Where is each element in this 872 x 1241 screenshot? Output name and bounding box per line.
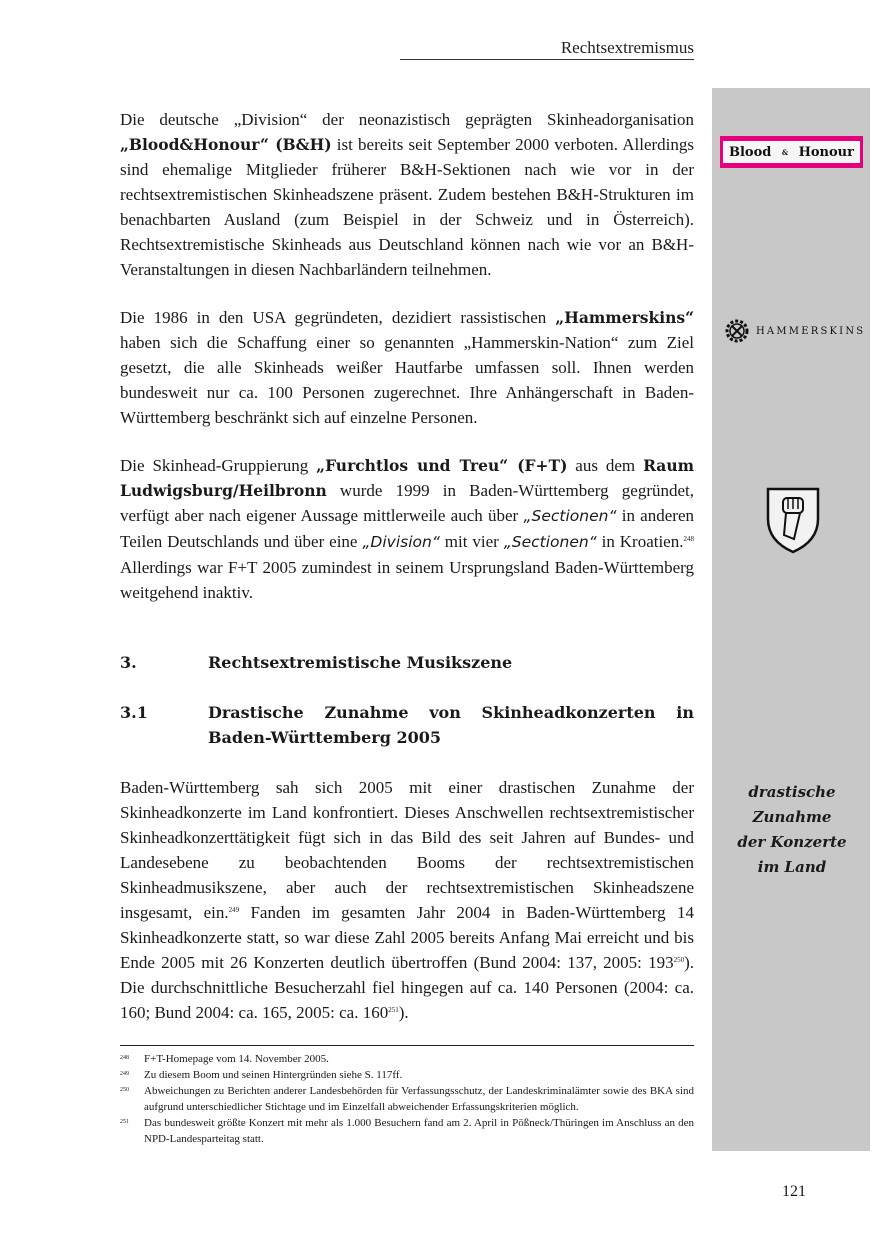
footnote-ref-249: 249 — [228, 906, 240, 914]
footnote-251: 251 Das bundesweit größte Konzert mit mehr als 1.000 Besuchern fand am 2. April in Pößneck/Thüringen im Anschluss an den NPD-Landesparteitag statt. — [120, 1117, 694, 1145]
term-raum-ludwigsburg: Raum Ludwigsburg/Heilbronn — [120, 456, 695, 500]
header-rule — [400, 59, 694, 60]
footnote-248: 248 F+T-Homepage vom 14. November 2005. — [120, 1053, 329, 1065]
logo-amp-text: & — [781, 147, 789, 157]
paragraph-furchtlos-treu: Die Skinhead-Gruppierung „Furchtlos und Treu“ (F+T) aus dem Raum Ludwigsburg/Heilbronn wurde 1999 in Baden-Württemberg gegründet, verfügt aber nach eigener Aussage mittlerweile auch über „Sectionen“ in anderen Teilen Deutschlands und über eine „Division“ mit vier „Sectionen“ in Kroatien.$^{248}$ Allerdings war F+T 2005 zumindest in seinem Ursprungsland Baden-Württemberg weitgehend inaktiv. — [120, 456, 695, 602]
section-heading-3: 3. Rechtsextremistische Musikszene — [120, 653, 513, 672]
hammerskins-logo — [722, 316, 867, 346]
footnote-ref-248: 248 — [683, 535, 694, 543]
logo-blood-text: Blood — [729, 144, 772, 160]
shield-fist-icon — [764, 485, 822, 555]
main-text — [120, 107, 694, 1025]
term-furchtlos-treu: „Furchtlos und Treu“ (F+T) — [316, 456, 568, 475]
page-number: 121 — [782, 1183, 806, 1200]
paragraph-blood-honour: Die deutsche „Division“ der neonazistisch geprägten Skinheadorganisation „Blood&Honour“ (B&H) ist bereits seit September 2000 verboten. Allerdings sind ehemalige Mitglieder früherer B&H-Sektionen nach wie vor in der rechtsextremistischen Skinheadszene präsent. Zudem bestehen B&H-Strukturen im benachbarten Ausland (zum Beispiel in der Schweiz und in Österreich). Rechtsextremistische Skinheads aus Deutschland können nach wie vor an B&H-Veranstaltungen in diesen Nachbarländern teilnehmen. — [120, 110, 694, 279]
running-header: Rechtsextremismus — [560, 38, 694, 57]
footnote-250: 250 Abweichungen zu Berichten anderer Landesbehörden für Verfassungsschutz, der Landeskriminalämter sowie des BKA sind aufgrund unterschiedlicher Stichtage und im Einzelfall abweichender Erfassungskriterien möglich. — [120, 1085, 694, 1113]
margin-note: drastische Zunahme der Konzerte im Land — [737, 783, 847, 876]
section-heading-3-1: 3.1 Drastische Zunahme von Skinheadkonzerten in Baden-Württemberg 2005 — [120, 703, 694, 747]
blood-honour-logo — [720, 136, 863, 168]
footnote-ref-250: 250 — [673, 956, 685, 964]
footnote-249: 249 Zu diesem Boom und seinen Hintergründen siehe S. 117ff. — [120, 1069, 403, 1081]
hammerskins-logo-text: HAMMERSKINS — [756, 325, 866, 337]
paragraph-hammerskins: Die 1986 in den USA gegründeten, dezidiert rassistischen „Hammerskins“ haben sich die Schaffung einer so genannten „Hammerskin-Nation“ zum Ziel gesetzt, die alle Skinheads weißer Hautfarbe umfassen soll. Ihnen werden bundesweit nur ca. 100 Personen zugerechnet. Ihre Anhängerschaft in Baden-Württemberg beschränkt sich auf einzelne Personen. — [120, 308, 694, 427]
paragraph-konzerte: Baden-Württemberg sah sich 2005 mit einer drastischen Zunahme der Skinheadkonzerte im Land konfrontiert. Dieses Anschwellen rechtsextremistischer Skinheadkonzerttätigkeit fügt sich in das Bild des seit Jahren auf Bundes- und Landesebene zu beobachtenden Booms der rechtsextremistischen Skinheadmusikszene, aber auch der rechtsextremistischen Skinheadszene insgesamt, ein.$^{249}$ Fanden im gesamten Jahr 2004 in Baden-Württemberg 14 Skinheadkonzerte statt, so war diese Zahl 2005 bereits Anfang Mai erreicht und bis Ende 2005 mit 26 Konzerten deutlich übertroffen (Bund 2004: 137, 2005: $193^{250}$). Die durchschnittliche Besucherzahl fiel hingegen auf ca. 140 Personen (2004: ca. 160; Bund 2004: ca. 165, 2005: ca. $160^{251}$). — [120, 778, 694, 1022]
term-blood-honour: „Blood&Honour“ (B&H) — [120, 135, 332, 154]
footnotes — [120, 1051, 694, 1147]
term-hammerskins: „Hammerskins“ — [555, 308, 694, 327]
logo-honour-text: Honour — [798, 144, 854, 160]
cog-hammer-icon — [722, 316, 752, 346]
footnote-rule — [120, 1045, 694, 1046]
sidebar-margin — [712, 88, 870, 1151]
footnote-ref-251: 251 — [388, 1006, 399, 1014]
